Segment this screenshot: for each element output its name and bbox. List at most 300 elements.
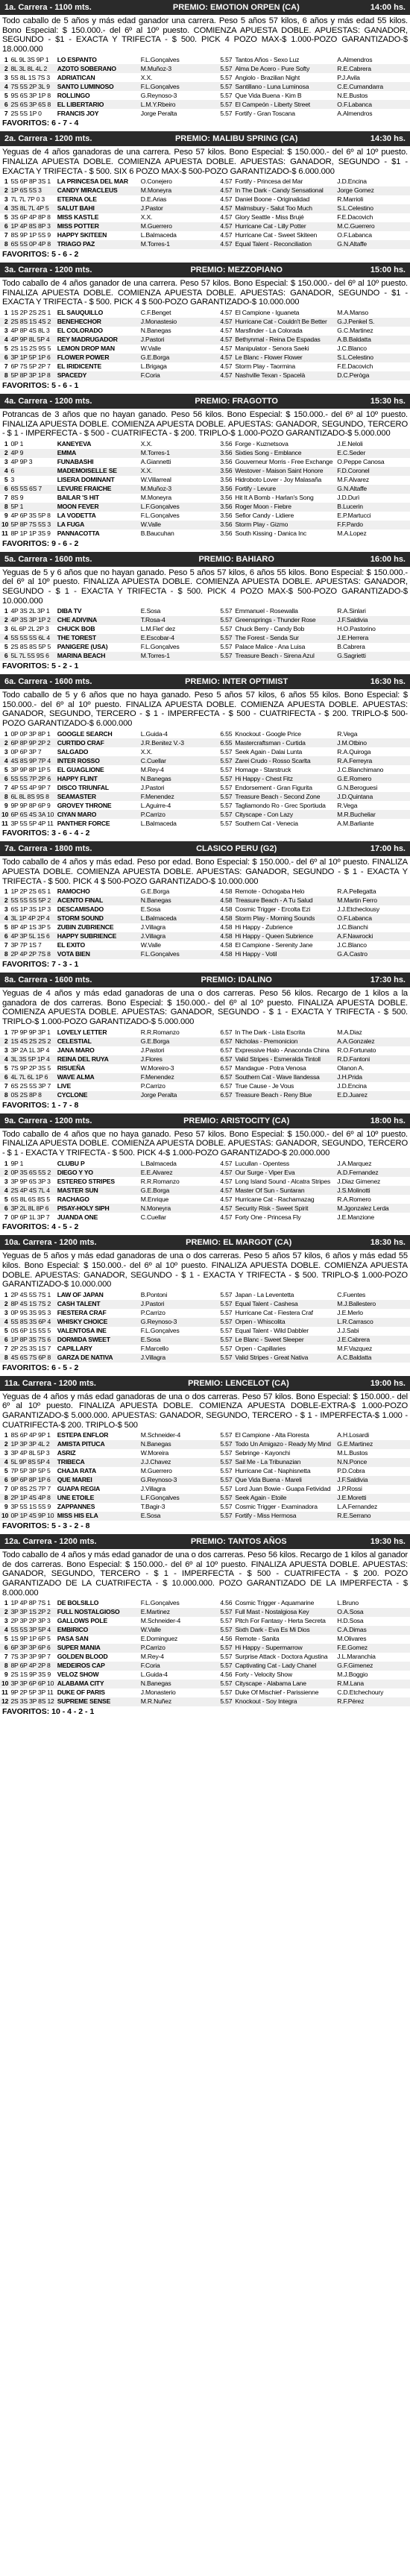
recent-form: 6S 5S 6S 7 [9,485,55,494]
entry-row [0,905,410,914]
trainer-name: A.H.Losardi [337,1431,369,1439]
horse-name: EL IRIDICENTE [57,362,102,371]
age-weight: 4.57 [220,345,233,353]
saddle-number: 3 [4,625,8,633]
recent-form: 6L 9L 3S 9P 1 [10,55,49,63]
horse-name: STORM SOUND [56,914,139,923]
race-conditions: Todo caballo de 5 y 6 años que no haya ganado. Peso 5 años 57 kilos, 6 años 55 kilos. Bono Especial: $ 150.000.- del 6º al 10º puesto. FINALIZA APUESTA DOBLE. COMIENZA APUESTA DOBLE. APUESTAS: GANADOR, SEGUNDO, TERCERO - $ 1 - IMPERFECTA - $ 500 - CUATRIFECTA - $ 200. TRIPLO-$ 500-POZO GARANTIZADO-$ 6.000.000 [2,691,408,728]
horse-name: GOOGLE SEARCH [57,729,113,738]
pedigree: Cosmic Trigger - Examinadora [235,1503,318,1511]
entries-table [0,607,410,661]
pedigree: Hurricane Cat - Sweet Skiteen [235,231,318,239]
age-weight: 5.57 [220,783,233,791]
age-weight: 3.56 [220,457,233,465]
saddle-number: 2 [0,449,9,458]
saddle-number: 9 [4,511,8,519]
horse-name: CYCLONE [56,1091,139,1100]
saddle-number: 2 [0,64,9,73]
race-number: 3a. Carrera - 1200 mts. [4,266,92,275]
horse-name: CHE ADIVINA [56,616,139,625]
saddle-number: 3 [4,1046,8,1054]
horse-name: TRIAGO PAZ [56,240,139,249]
pedigree: Treasure Beach - Sirena Azul [233,652,335,661]
race-premio: PREMIO: EMOTION ORPEN (CA) [172,3,300,12]
horse-name: MARINA BEACH [56,652,139,661]
horse-name: CANDY MIRACLEUS [56,186,139,195]
horse-name: SALGADO [57,747,89,755]
recent-form: 2S 1S 9P 3S 9 [10,1671,51,1679]
saddle-number: 1 [4,439,8,447]
jockey-name: W.Moreira [140,1449,169,1457]
race-hour: 16:30 hs. [370,677,406,687]
pedigree: Santillano - Luna Luminosa [233,82,335,91]
race-section [0,0,410,129]
horse-name: HAPPY SKITEEN [57,231,107,239]
entries-table [0,440,410,538]
recent-form: 3P 7P 1S 7 [10,941,42,949]
race-number: 5a. Carrera - 1600 mts. [4,554,92,564]
trainer-name: S.L.Celestino [335,204,410,213]
entry-row [0,1476,410,1485]
entry-row [0,240,410,249]
horse-name: SPACEDY [56,371,139,380]
age-weight: 3.56 [213,521,233,530]
age-weight: 5.57 [213,1494,233,1503]
horse-name: WHISKY CHOICE [56,1318,139,1327]
jockey-name: E.E.Alvarez [139,1168,214,1177]
recent-form: 6P 3P 3P 6P 6 [9,1644,55,1653]
saddle-number: 5 [4,1195,8,1203]
saddle-number: 1 [4,309,8,317]
horse-name: GALLOWS POLE [57,1617,107,1625]
trainer-name: M.L.Bustos [337,1449,368,1457]
pedigree: In The Dark - Candy Sensational [233,186,335,195]
age-weight: 4.57 [220,327,233,335]
race-conditions: Yeguas de 5 y 6 años que no hayan ganado. Peso 5 años 57 kilos, 6 años 55 kilos. Bono Especial: $ 150.000.- del 6º al 10º puesto. FINALIZA APUESTA DOBLE. COMIENZA APUESTA DOBLE. APUESTAS: GANADOR, SEGUNDO - $ 1 - EXACTA Y TRIFECTA - $ 500. PICK 4 POZO MAX-$ 500-POZO GARANTIZADO-$ 10.000.000 [2,568,408,606]
entry-row [0,354,410,362]
jockey-name: M.R.Nuñez [139,1697,214,1706]
entry-row [0,643,410,652]
age-weight: 3.56 [220,511,233,519]
entry-row [0,607,410,616]
age-weight: 5.57 [220,91,233,99]
pedigree: The Forest - Senda Sur [233,634,335,643]
recent-form: 6P 7S 5P 2P 7 [10,362,51,371]
race-section [0,841,410,970]
race-section [0,1534,410,1718]
pedigree: Nashville Texan - Spacelà [233,371,335,380]
race-number: 10a. Carrera - 1200 mts. [4,1238,97,1248]
race-number: 7a. Carrera - 1800 mts. [4,844,92,854]
horse-name: SANTO LUMINOSO [56,82,139,91]
age-weight: 5.57 [213,1608,233,1617]
jockey-name: J.J.Chavez [139,1458,214,1467]
jockey-name: Jorge Peralta [140,109,177,117]
race-conditions: Yeguas de 4 años y más edad ganadoras de una o dos carreras. Peso 57 kilos. Bono Especial: $ 150.000.- del 6º al 10º puesto. FINALIZA APUESTA DOBLE. COMIENZA APUESTA DOBLE-EXTRA-$ 1.000-POZO GARANTIZADO-$ 5.000.000. APUESTAS: GANADOR, SEGUNDO, TERCERO - $ 1 - IMPERFECTA-$ 1.000 - CUATRIFECTA-$ 200. TRIPLO-$ 500 [2,1392,408,1430]
recent-form: 6S 8L 6S 8S 5 [10,1195,50,1203]
recent-form: 6S 2S 5S 3P 7 [10,1081,51,1090]
pedigree: Expressive Halo - Anaconda China [235,1046,329,1054]
saddle-number: 4 [0,336,9,345]
recent-form: 0S 6P 1S 5S 5 [10,1326,51,1334]
trainer-name: B.Cabrera [337,643,365,651]
age-weight: 5.57 [220,1326,233,1334]
horse-name: LA FUGA [56,521,139,530]
trainer-name: J.A.Marquez [337,1159,372,1167]
age-weight: 4.57 [213,1168,233,1177]
race-premio: PREMIO: FRAGOTTO [195,396,278,406]
jockey-name: F.Menendez [139,792,214,801]
trainer-name: S.L.Celestino [335,354,410,362]
trainer-name: Olanon A. [337,1064,365,1072]
race-premio: PREMIO: EL MARGOT (CA) [186,1238,292,1248]
recent-form: 0P 6P 1L 3P 7 [10,1213,50,1221]
saddle-number: 8 [0,1091,9,1100]
pedigree: Master Of Sun - Suntaran [233,1186,335,1195]
trainer-name: O.F.Labanca [337,231,372,239]
recent-form: 9S 6S 3P 1P 8 [10,91,51,99]
age-weight: 5.57 [213,1680,233,1688]
jockey-name: J.Flores [139,1055,214,1064]
entry-row [0,923,410,932]
pedigree: Our Surge - Viper Eva [233,1168,335,1177]
race-section [0,552,410,672]
trainer-name: A.M.Barliante [337,819,374,827]
recent-form: 3S 8L 7L 4P 5 [9,204,55,213]
age-weight: 5.57 [213,64,233,73]
pedigree: Orpen - Whiscolita [233,1318,335,1327]
pedigree: Hurricane Cat - Rachamazag [235,1195,315,1203]
trainer-name: C.Fuentes [337,1290,366,1298]
horse-name: MISS POTTER [56,222,139,231]
jockey-name: M.Torres-1 [139,652,214,661]
trainer-name: J.E.Manzione [337,1213,374,1221]
age-weight: 4.57 [213,240,233,249]
saddle-number: 10 [1,520,9,528]
age-weight: 4.57 [213,336,233,345]
entry-row [0,1671,410,1680]
horse-name: ESTEPA ENFLOR [57,1431,109,1439]
trainer-name: L.A.Fernandez [337,1503,378,1511]
horse-name: FRANCIS JOY [57,109,99,117]
jockey-name: J.Monastesio [139,318,214,327]
recent-form: 8S 6P 4P 9P 1 [10,1431,51,1439]
saddle-number: 2 [0,318,9,327]
race-hour: 14:30 hs. [370,134,406,144]
saddle-number: 3 [4,905,8,914]
age-weight: 4.57 [213,371,233,380]
pedigree: Hi Happy - Queen Subrience [233,932,335,941]
pedigree: Cosmic Trigger - Aquamarine [235,1599,315,1607]
recent-form: 4S 6S 7S 6P 8 [9,1354,55,1363]
race-hour: 17:00 hs. [370,844,406,854]
entry-row [0,765,410,774]
jockey-name: M.Moneyra [139,186,214,195]
saddle-number: 1 [4,1290,8,1298]
age-weight: 4.57 [213,222,233,231]
pedigree: Sefior Candy - Lidiere [235,511,294,519]
pedigree: Hi Happy - Chest Fitz [233,774,335,783]
trainer-name: R.F.Pérez [335,1697,410,1706]
saddle-number: 6 [0,1204,9,1213]
trainer-name: J.J.Etcheclousy [337,905,379,914]
race-premio: PREMIO: IDALINO [201,976,272,985]
trainer-name: E.P.Martucci [337,511,371,519]
trainer-name: R.Marrioli [337,195,364,204]
age-weight: 4.57 [213,186,233,195]
age-weight: 4.56 [220,1635,233,1643]
entry-row [0,756,410,765]
entry-row [0,729,410,738]
pedigree: Malmsbury - Salut Too Much [233,204,335,213]
entry-row [0,449,410,458]
jockey-name: F.L.Gonçalves [139,82,214,91]
age-weight: 5.57 [213,1697,233,1706]
saddle-number: 6 [0,1336,9,1345]
jockey-name: E.Sosa [139,1512,214,1521]
saddle-number: 5 [4,1064,8,1072]
pedigree: Valid Stripes - Esmeralda Tintoll [233,1055,335,1064]
pedigree: Le Blanc - Flower Flower [233,354,335,362]
jockey-name: E.Dominguez [140,1635,178,1643]
entry-row [0,1608,410,1617]
horse-name: EMBIRICO [56,1626,139,1635]
pedigree: Duke Of Mischief - Parissienne [235,1688,319,1697]
jockey-name: D.E.Arias [140,195,167,204]
recent-form: 5L 7L 5S 9S 6 [9,652,55,661]
entry-row [0,1467,410,1476]
pedigree: Surprise Attack - Doctora Agustina [235,1653,328,1661]
trainer-name: F.F.Pardo [335,521,410,530]
age-weight: 3.56 [213,449,233,458]
entry-row [0,1653,410,1662]
saddle-number: 7 [4,362,8,371]
trainer-name: A.B.Baldatta [335,336,410,345]
recent-form: 0P 9S 3S 9S 3 [10,1308,51,1316]
trainer-name: H.D.Sosa [337,1617,364,1625]
jockey-name: C.F.Benget [140,309,171,317]
saddle-number: 4 [0,467,9,476]
jockey-name: L.Aguirre-4 [140,801,171,809]
age-weight: 4.58 [220,888,233,896]
saddle-number: 2 [0,896,9,905]
jockey-name: C.Cuellar [139,756,214,765]
horse-name: DESCAMISADO [57,905,104,914]
saddle-number: 7 [4,493,8,501]
pedigree: Treasure Beach - Reny Blue [233,1091,335,1100]
jockey-name: F.L.Gonçalves [140,643,180,651]
saddle-number: 4 [0,1458,9,1467]
jockey-name: P.Carrizo [140,1081,165,1090]
pedigree: In The Dark - Lista Escrita [235,1028,306,1036]
recent-form: 0S 2S 8P 8 [9,1091,55,1100]
trainer-name: A.F.Nawrocki [335,932,410,941]
jockey-name: F.L.Gonçalves [140,511,180,519]
horse-name: LAW OF JAPAN [57,1290,104,1298]
trainer-name: G.E.Romero [335,774,410,783]
trainer-name: R.A.Quiroga [337,747,371,755]
recent-form: 7P 9P 9P 3P 1 [10,1028,51,1036]
age-weight: 6.57 [213,1055,233,1064]
recent-form: 5P 8P 3P 1P 8 [9,371,55,380]
race-header [0,1376,410,1391]
entry-row [0,932,410,941]
entry-row [0,1503,410,1512]
saddle-number: 7 [4,1485,8,1493]
age-weight: 6.57 [220,1064,233,1072]
horse-name: CASH TALENT [56,1300,139,1309]
trainer-name: J.H.Prida [335,1073,410,1082]
saddle-number: 9 [4,801,8,809]
race-number: 2a. Carrera - 1200 mts. [4,134,92,144]
horse-name: ETERNA OLE [57,195,97,204]
recent-form: 8S 9P 1P 5S 9 [10,231,51,239]
entry-row [0,178,410,186]
age-weight: 4.56 [220,1599,233,1607]
race-premio: PREMIO: MEZZOPIANO [190,266,283,275]
jockey-name: F.L.Gonçalves [140,55,180,63]
saddle-number: 7 [4,1653,8,1661]
jockey-name: M.Rey-4 [140,1653,164,1661]
entry-row [0,783,410,792]
race-conditions: Todo caballo de 4 años y más edad. Peso por edad. Bono Especial: $ 150.000.- del 6º al 10º puesto. FINALIZA APUESTA DOBLE. COMIENZA APUESTA DOBLE. APUESTAS: GANADOR, SEGUNDO - $ 1 - EXACTA Y TRIFECTA - $ 500. PICK 4 $ 500-POZO GARANTIZADO-$ 10.000.000 [2,858,408,886]
race-conditions: Todo caballo de 4 años que no haya ganado. Peso 57 kilos. Bono Especial: $ 150.000.- del 6º al 10º puesto. FINALIZA APUESTA DOBLE. COMIENZA APUESTA DOBLE. APUESTAS: GANADOR, SEGUNDO, TERCERO - $ 1 - EXACTA Y TRIFECTA - $ 500. PICK 4-$ 1.000-POZO GARANTIZADO-$ 20.000.000 [2,1129,408,1157]
pedigree: Storm Play - Morning Sounds [233,914,335,923]
jockey-name: J.Pastori [139,1300,214,1309]
trainer-name: P.J.Avila [337,73,360,81]
race-hour: 19:00 hs. [370,1378,406,1388]
entry-row [0,1073,410,1082]
horse-name: INTER ROSSO [56,756,139,765]
pedigree: El Campione - Iguaneta [235,309,300,317]
age-weight: 4.58 [220,905,233,914]
entry-row [0,1318,410,1327]
trainer-name: G.N.Altaffe [335,240,410,249]
pedigree: Fortify - Levure [233,485,335,494]
recent-form: 3P 3P 1S 2P 2 [9,1608,55,1617]
horse-name: DORMIDA SWEET [56,1336,139,1345]
horse-name: RACHAGO [57,1195,89,1203]
saddle-number: 8 [0,1354,9,1363]
pedigree: Hi Happy - Votil [233,950,335,959]
pedigree: Treasure Beach - Second Zone [233,792,335,801]
race-header [0,552,410,567]
pedigree: Knockout - Google Price [235,729,301,738]
horse-name: UNE ETOILE [56,1494,139,1503]
entry-row [0,950,410,959]
trainer-name: J.E.Merlo [337,1308,363,1316]
race-section [0,394,410,550]
age-weight: 5.57 [213,1458,233,1467]
saddle-number: 3 [4,327,8,335]
recent-form: 2S 5S 1P 0 [10,109,42,117]
horse-name: QUE MAREI [56,1476,139,1485]
recent-form: 7S 9P 2P 3S 5 [10,1064,51,1072]
race-section [0,973,410,1110]
age-weight: 4.57 [220,213,233,222]
pedigree: Storm Play - Taormina [235,362,295,371]
jockey-name: J.Villagra [139,932,214,941]
age-weight: 4.58 [213,914,233,923]
jockey-name: M.Schneider-4 [140,1431,181,1439]
entries-table [0,729,410,828]
entry-row [0,222,410,231]
horse-name: LIVE [57,1081,71,1090]
age-weight: 4.57 [220,1159,233,1167]
pedigree: Forty - Velocity Show [235,1671,292,1679]
race-section [0,1376,410,1532]
jockey-name: B.Pontoni [140,1290,168,1298]
trainer-name: J.D.Encina [337,178,367,186]
race-conditions: Todo caballo de 4 años ganador de una carrera. Peso 57 kilos. Bono Especial: $ 150.000.- del 6º al 10º puesto. FINALIZA APUESTA DOBLE. COMIENZA APUESTA DOBLE. APUESTAS: GANADOR, SEGUNDO - $1 - EXACTA Y TRIFECTA - $ 500. PICK 4 $ 500-POZO GARANTIZADO-$ 10.000.000 [2,279,408,307]
trainer-name: J.S.Molinotti [335,1186,410,1195]
recent-form: 7S 3P 3P 9P 7 [10,1653,51,1661]
trainer-name: N.E.Bustos [337,91,368,99]
jockey-name: M.Muñoz-3 [139,64,214,73]
horse-name: ASRIZ [57,1449,76,1457]
trainer-name: R.D.Fantoni [335,1055,410,1064]
trainer-name: R.O.Fortunato [337,1046,376,1054]
entry-row [0,109,410,118]
pedigree: Le Blanc - Sweet Sleeper [233,1336,335,1345]
pedigree: Valid Stripes - Great Nativa [233,1354,335,1363]
age-weight: 5.57 [220,73,233,81]
jockey-name: L.Balmaceda [140,819,177,827]
jockey-name: M.Torres-1 [139,240,214,249]
pedigree: Endorsement - Gran Figurita [235,783,312,791]
race-premio: PREMIO: TANTOS AÑOS [190,1537,287,1547]
jockey-name: Jorge Peralta [139,1091,214,1100]
age-weight: 6.55 [213,738,233,747]
age-weight: 5.57 [220,747,233,755]
age-weight: 5.57 [220,819,233,827]
trainer-name: O.F.Labanca [335,914,410,923]
race-number: 8a. Carrera - 1600 mts. [4,976,92,985]
age-weight: 6.57 [213,1073,233,1082]
race-header [0,1113,410,1128]
horse-name: ACENTO FINAL [56,896,139,905]
saddle-number: 2 [0,616,9,625]
saddle-number: 1 [4,1431,8,1439]
age-weight: 4.57 [213,318,233,327]
entry-row [0,1635,410,1644]
trainer-name: J.E.Moretti [335,1494,410,1503]
entry-row [0,485,410,494]
race-premio: PREMIO: BAHIARO [198,554,274,564]
trainer-name: R.A.Pellegatta [337,888,376,896]
race-hour: 15:00 hs. [370,266,406,275]
horse-name: LISERA DOMINANT [57,475,115,483]
entry-row [0,1055,410,1064]
recent-form: 7S 5S 2P 3L 9 [9,82,55,91]
pedigree: Lucullan - Opentess [235,1159,289,1167]
trainer-name: G.C.Martinez [337,327,373,335]
pedigree: Orpen - Capillaries [235,1344,286,1352]
entry-row [0,204,410,213]
saddle-number: 6 [0,485,9,494]
recent-form: 0P 6P 3P 7 [10,747,42,755]
saddle-number: 11 [1,1688,8,1697]
age-weight: 5.57 [213,792,233,801]
race-number: 1a. Carrera - 1100 mts. [4,3,92,12]
recent-form: 4P 8P 4S 8L 3 [10,327,50,335]
race-conditions: Yeguas de 4 años ganadoras de una carrera. Peso 57 kilos. Bono Especial: $ 150.000.- del 6º al 10º puesto. FINALIZA APUESTA DOBLE. COMIENZA APUESTA DOBLE. APUESTAS: GANADOR, SEGUNDO - $1 - EXACTA Y TRIFECTA - $ 500. SIX 6 POZO MAX-$ 500-POZO GARANTIZADO-$ 6.000.000 [2,148,408,176]
trainer-name: G.E.Martinez [335,1440,410,1449]
age-weight: 5.57 [213,1644,233,1653]
age-weight: 5.57 [213,1354,233,1363]
entry-row [0,1440,410,1449]
saddle-number: 2 [0,186,9,195]
